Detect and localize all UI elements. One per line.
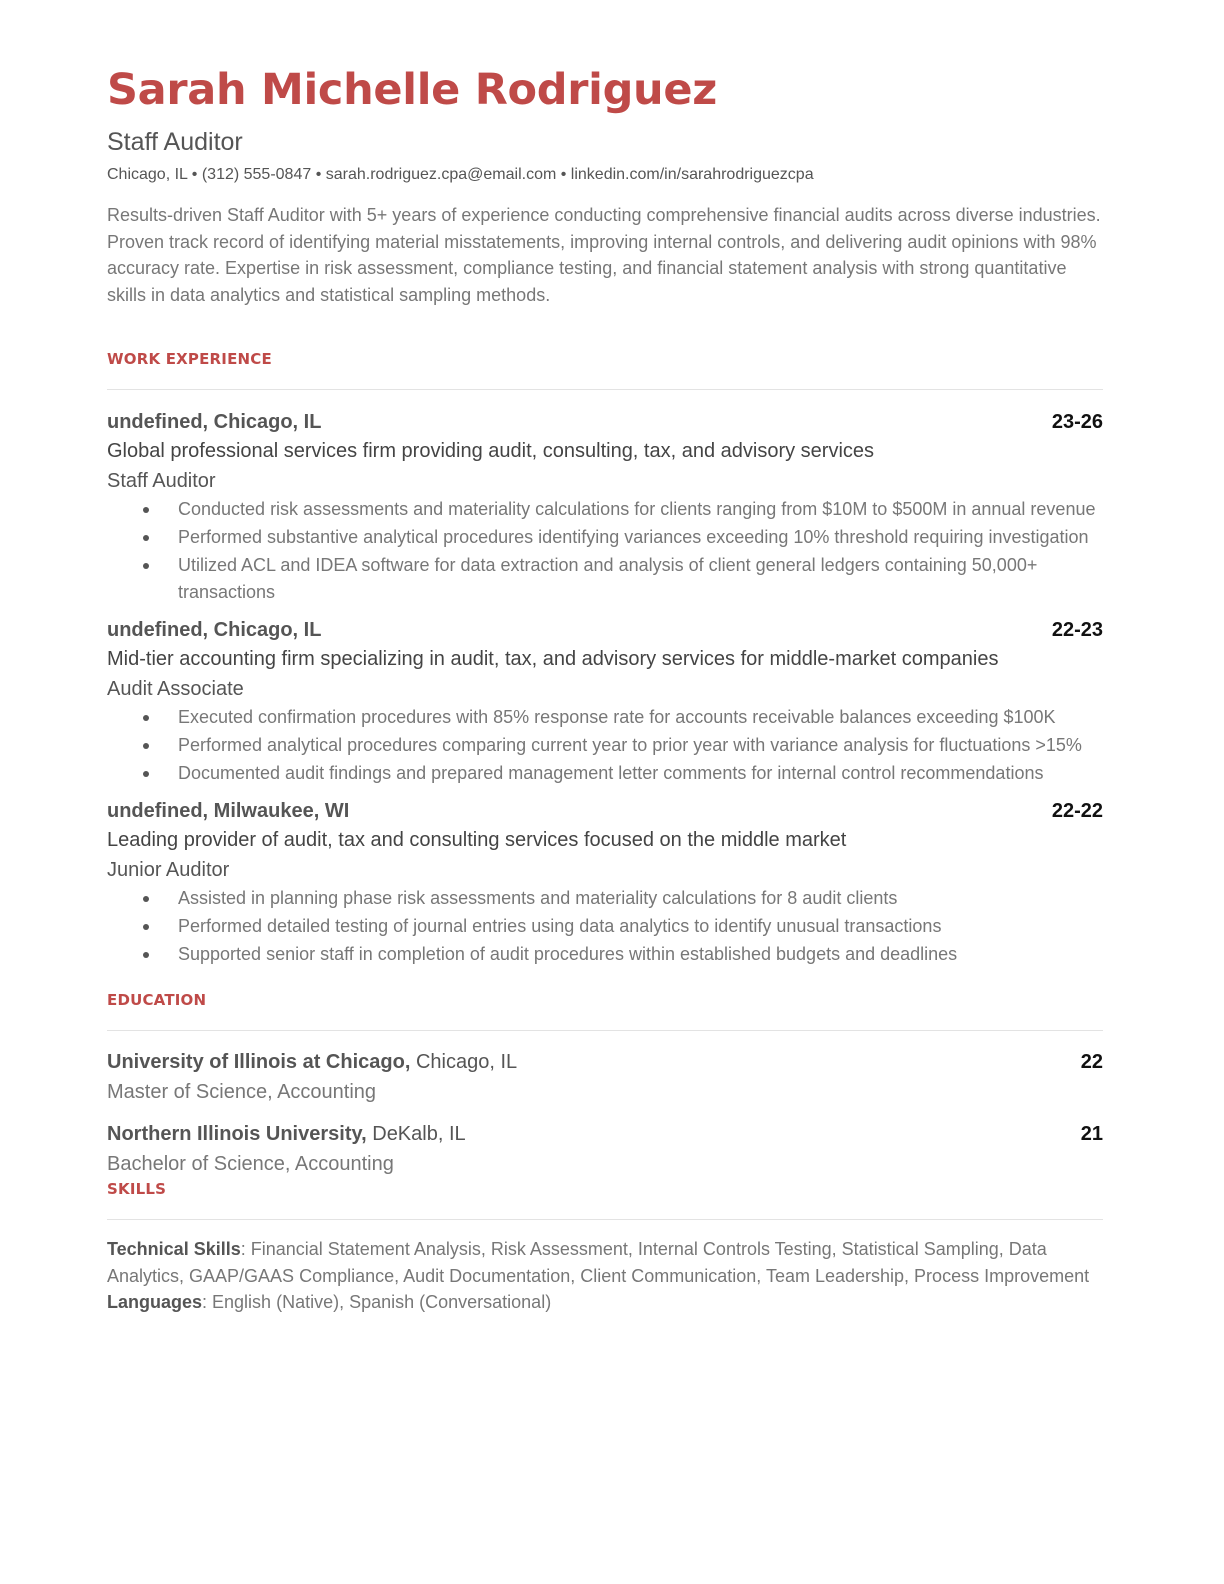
candidate-title: Staff Auditor <box>107 128 243 156</box>
bullet-item <box>107 760 1103 787</box>
technical-skills-value: : Financial Statement Analysis, Risk Assessment, Internal Controls Testing, Statistical Sampling, Data Analytics, GAAP/GAAS Compliance, Audit Documentation, Client Communication, Team Leadership, Process Improvement <box>107 1238 1090 1286</box>
job-role: Staff Auditor <box>107 469 216 492</box>
job-company: undefined, Milwaukee, WI <box>107 799 350 822</box>
degree: Master of Science, Accounting <box>107 1080 377 1103</box>
school <box>107 1047 517 1077</box>
candidate-name: Sarah Michelle Rodriguez <box>107 65 717 115</box>
bullet-item <box>107 704 1103 731</box>
bullet-dot-icon <box>143 771 149 777</box>
languages-label: Languages <box>107 1292 203 1313</box>
bullet-text: Performed analytical procedures comparing current year to prior year with variance analysis for fluctuations >15% <box>178 734 1082 755</box>
skills-section <box>107 1179 1103 1316</box>
job-dates: 22-22 <box>1051 799 1103 822</box>
job-company: undefined, Chicago, IL <box>107 410 322 433</box>
school-name: University of Illinois at Chicago, <box>107 1050 411 1073</box>
section-heading-skills: SKILLS <box>107 1179 167 1198</box>
job-entry <box>107 616 1103 787</box>
education-entry <box>107 1119 1103 1179</box>
section-heading-education: EDUCATION <box>107 990 207 1009</box>
bullet-dot-icon <box>143 535 149 541</box>
job-bullets <box>107 496 1103 606</box>
bullet-item <box>107 941 1103 968</box>
degree: Bachelor of Science, Accounting <box>107 1152 394 1175</box>
bullet-text: Assisted in planning phase risk assessments and materiality calculations for 8 audit clients <box>178 887 898 908</box>
job-description: Leading provider of audit, tax and consulting services focused on the middle market <box>107 828 847 851</box>
bullet-text: Performed detailed testing of journal entries using data analytics to identify unusual transactions <box>178 915 942 936</box>
job-role: Junior Auditor <box>107 858 230 881</box>
school <box>107 1119 466 1149</box>
bullet-item <box>107 552 1103 606</box>
school-location: DeKalb, IL <box>366 1122 466 1145</box>
bullet-text: Executed confirmation procedures with 85% response rate for accounts receivable balances exceeding $100K <box>178 706 1056 727</box>
section-divider <box>107 389 1103 390</box>
school-name: Northern Illinois University, <box>107 1122 367 1145</box>
job-bullets <box>107 704 1103 787</box>
bullet-item <box>107 913 1103 940</box>
summary: Results-driven Staff Auditor with 5+ years of experience conducting comprehensive financial audits across diverse industries. Proven track record of identifying material misstatements, improving internal controls, and delivering audit opinions with 98% accuracy rate. Expertise in risk assessment, compliance testing, and financial statement analysis with strong quantitative skills in data analytics and statistical sampling methods. <box>107 205 1101 306</box>
bullet-item <box>107 732 1103 759</box>
job-company: undefined, Chicago, IL <box>107 618 322 641</box>
section-divider <box>107 1030 1103 1031</box>
job-entry <box>107 408 1103 606</box>
bullet-dot-icon <box>143 952 149 958</box>
section-divider <box>107 1219 1103 1220</box>
work-experience-section <box>107 349 1103 968</box>
languages <box>107 1289 1103 1316</box>
resume-page <box>107 62 1103 1316</box>
bullet-text: Utilized ACL and IDEA software for data extraction and analysis of client general ledgers containing 50,000+ transactions <box>178 554 1038 602</box>
job-bullets <box>107 885 1103 968</box>
job-dates: 22-23 <box>1051 618 1103 641</box>
job-description: Mid-tier accounting firm specializing in audit, tax, and advisory services for middle-market companies <box>107 647 999 670</box>
bullet-dot-icon <box>143 896 149 902</box>
bullet-text: Performed substantive analytical procedures identifying variances exceeding 10% threshold requiring investigation <box>178 526 1089 547</box>
education-entry <box>107 1047 1103 1107</box>
job-entry <box>107 797 1103 968</box>
job-role: Audit Associate <box>107 677 244 700</box>
bullet-text: Documented audit findings and prepared management letter comments for internal control recommendations <box>178 762 1044 783</box>
job-dates: 23-26 <box>1051 410 1103 433</box>
technical-skills <box>107 1236 1103 1289</box>
bullet-item <box>107 885 1103 912</box>
languages-value: : English (Native), Spanish (Conversational) <box>202 1292 552 1313</box>
bullet-dot-icon <box>143 507 149 513</box>
bullet-text: Conducted risk assessments and materiality calculations for clients ranging from $10M to $500M in annual revenue <box>178 498 1096 519</box>
school-location: Chicago, IL <box>410 1050 518 1073</box>
education-year: 22 <box>1080 1050 1103 1073</box>
bullet-item <box>107 524 1103 551</box>
contact-line: Chicago, IL • (312) 555-0847 • sarah.rodriguez.cpa@email.com • linkedin.com/in/sarahrodriguezcpa <box>107 166 814 183</box>
bullet-dot-icon <box>143 743 149 749</box>
education-year: 21 <box>1080 1122 1103 1145</box>
bullet-dot-icon <box>143 563 149 569</box>
section-heading-experience: WORK EXPERIENCE <box>107 349 272 368</box>
bullet-item <box>107 496 1103 523</box>
education-section <box>107 990 1103 1179</box>
technical-skills-label: Technical Skills <box>107 1238 241 1259</box>
bullet-dot-icon <box>143 924 149 930</box>
job-description: Global professional services firm providing audit, consulting, tax, and advisory services <box>107 439 875 462</box>
bullet-dot-icon <box>143 715 149 721</box>
bullet-text: Supported senior staff in completion of audit procedures within established budgets and deadlines <box>178 943 958 964</box>
